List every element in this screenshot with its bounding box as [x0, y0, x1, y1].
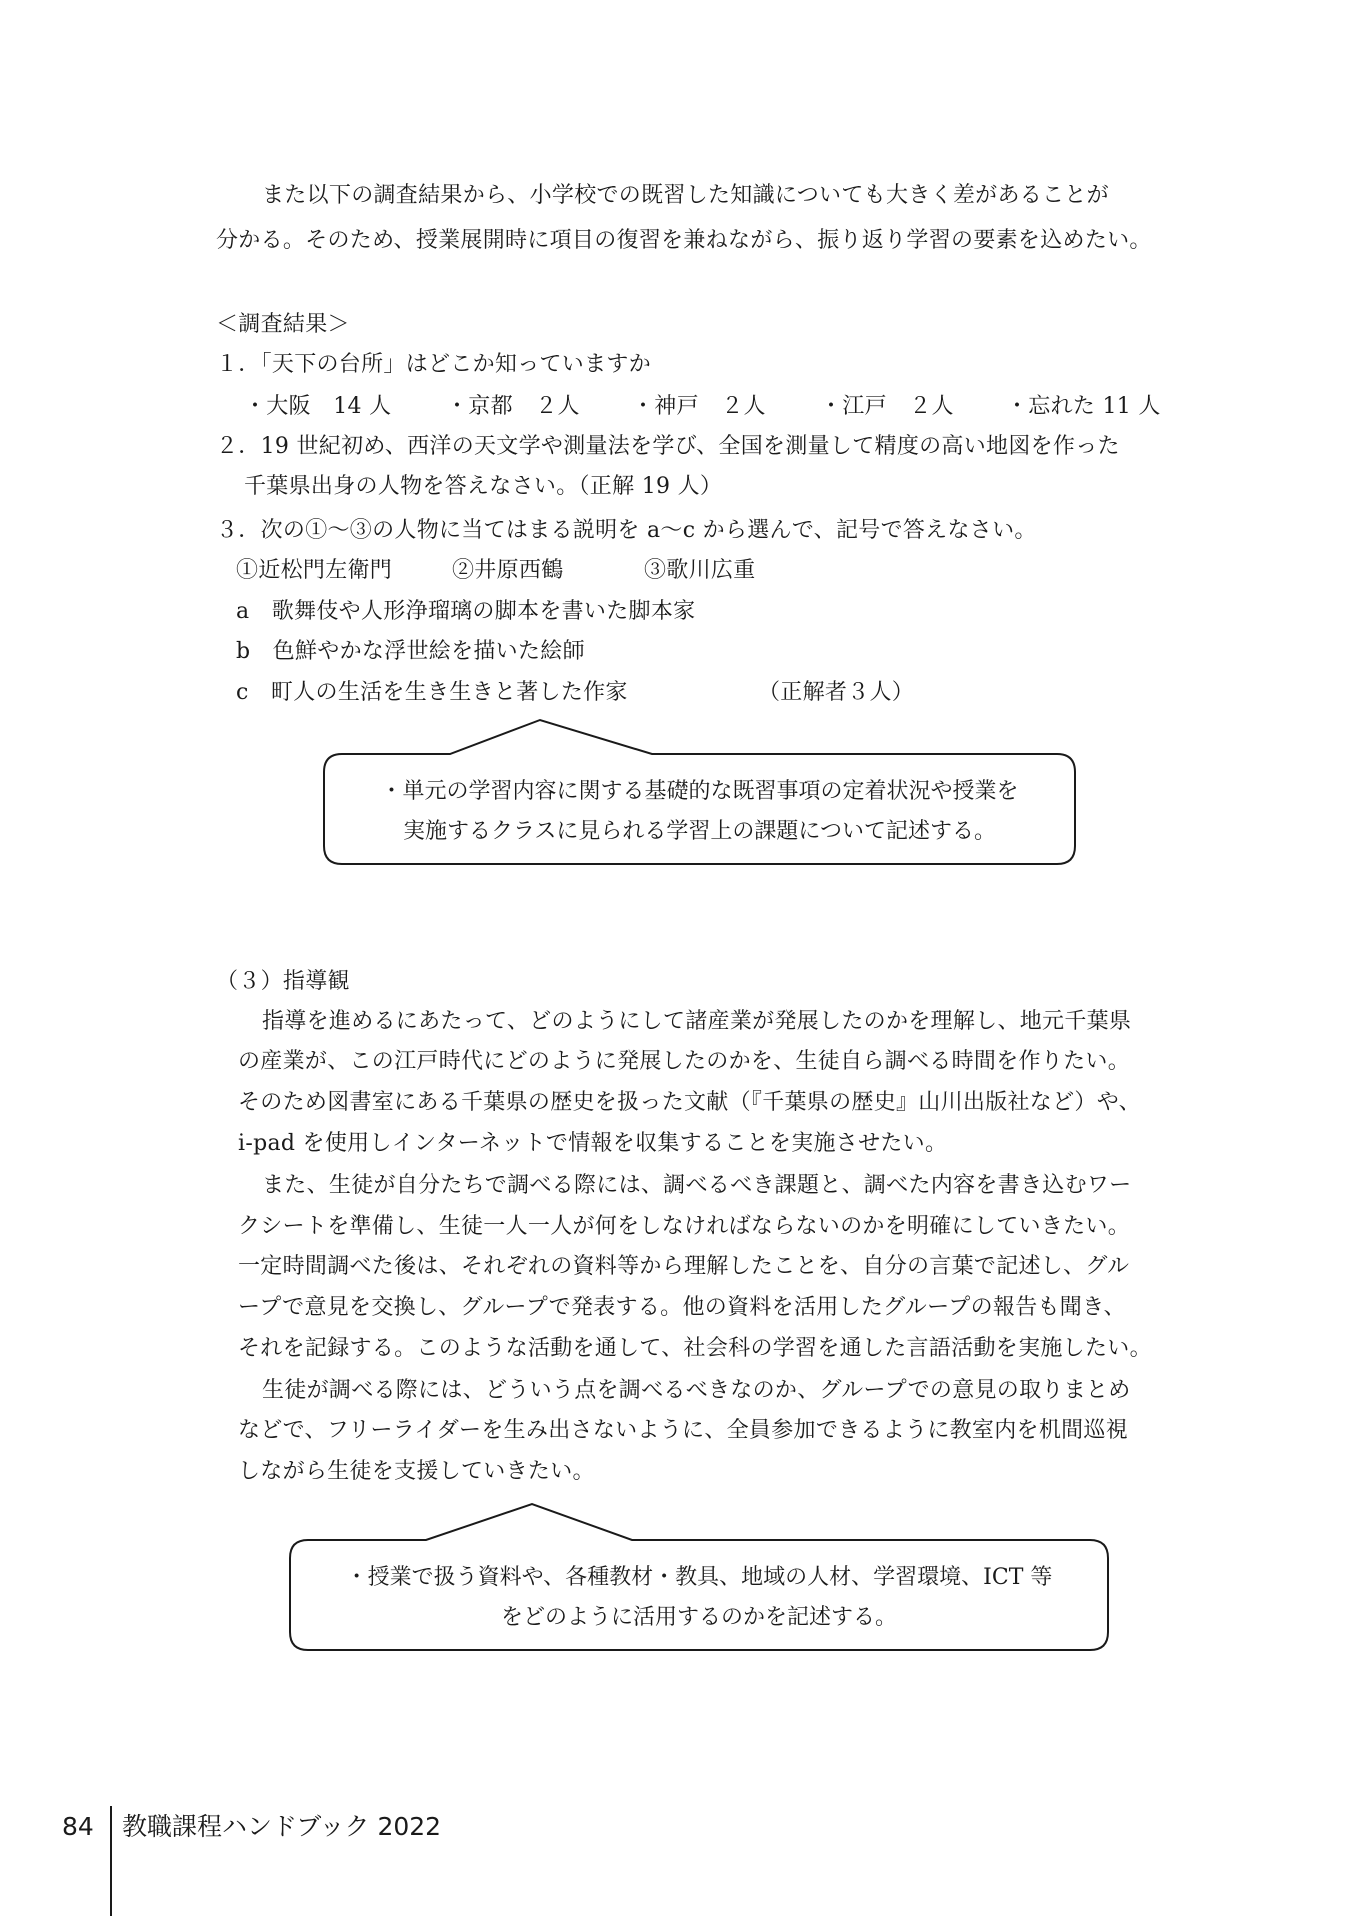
- q1-answer-kobe: ・神戸 ２人: [632, 394, 766, 419]
- q3-option-c: c 町人の生活を生き生きと著した作家: [236, 680, 628, 705]
- guidance-line: そのため図書室にある千葉県の歴史を扱った文献（『千葉県の歴史』山川出版社など）や、: [238, 1090, 1141, 1115]
- intro-line-2: 分かる。そのため、授業展開時に項目の復習を兼ねながら、振り返り学習の要素を込めたい。: [216, 228, 1152, 253]
- survey-question-2-line-2: 千葉県出身の人物を答えなさい。（正解 19 人）: [244, 474, 723, 499]
- q1-answer-kyoto: ・京都 ２人: [446, 394, 580, 419]
- callout-1-line-1: ・単元の学習内容に関する基礎的な既習事項の定着状況や授業を: [380, 779, 1019, 804]
- survey-question-1: １．「天下の台所」はどこか知っていますか: [216, 352, 652, 377]
- intro-line-1: また以下の調査結果から、小学校での既習した知識についても大きく差があることが: [262, 183, 1109, 208]
- footer-title: 教職課程ハンドブック 2022: [122, 1812, 442, 1841]
- survey-question-3: ３．次の①～③の人物に当てはまる説明を a～c から選んで、記号で答えなさい。: [216, 518, 1037, 543]
- callout-1-line-2: 実施するクラスに見られる学習上の課題について記述する。: [403, 819, 996, 844]
- guidance-line: それを記録する。このような活動を通して、社会科の学習を通した言語活動を実施したい。: [238, 1336, 1152, 1361]
- guidance-line: などで、フリーライダーを生み出さないように、全員参加できるように教室内を机間巡視: [238, 1418, 1129, 1443]
- survey-question-2-line-1: ２．19 世紀初め、西洋の天文学や測量法を学び、全国を測量して精度の高い地図を作った: [216, 434, 1120, 459]
- q3-option-a: a 歌舞伎や人形浄瑠璃の脚本を書いた脚本家: [236, 599, 696, 624]
- guidance-heading: （３）指導観: [216, 969, 350, 994]
- guidance-line: また、生徒が自分たちで調べる際には、調べるべき課題と、調べた内容を書き込むワー: [262, 1173, 1132, 1198]
- callout-2-line-1: ・授業で扱う資料や、各種教材・教具、地域の人材、学習環境、ICT 等: [345, 1565, 1053, 1590]
- q3-correct-count: （正解者３人）: [758, 680, 915, 705]
- callout-box-2: [288, 1502, 1110, 1654]
- q3-person-1: ①近松門左衛門: [236, 558, 393, 583]
- guidance-line: i-pad を使用しインターネットで情報を収集することを実施させたい。: [238, 1131, 948, 1156]
- q3-person-2: ②井原西鶴: [452, 558, 564, 583]
- q1-answer-edo: ・江戸 ２人: [820, 394, 954, 419]
- callout-2-line-2: をどのように活用するのかを記述する。: [500, 1605, 897, 1630]
- guidance-line: 一定時間調べた後は、それぞれの資料等から理解したことを、自分の言葉で記述し、グル: [238, 1254, 1130, 1279]
- guidance-line: ープで意見を交換し、グループで発表する。他の資料を活用したグループの報告も聞き、: [238, 1295, 1126, 1320]
- page-number: 84: [62, 1812, 94, 1841]
- guidance-line: 指導を進めるにあたって、どのようにして諸産業が発展したのかを理解し、地元千葉県: [262, 1009, 1132, 1034]
- footer-divider: [110, 1806, 112, 1916]
- guidance-line: クシートを準備し、生徒一人一人が何をしなければならないのかを明確にしていきたい。: [238, 1214, 1131, 1239]
- q3-person-3: ③歌川広重: [644, 558, 756, 583]
- callout-box-1: [322, 718, 1077, 868]
- survey-heading: ＜調査結果＞: [216, 312, 350, 337]
- guidance-line: の産業が、この江戸時代にどのように発展したのかを、生徒自ら調べる時間を作りたい。: [238, 1049, 1131, 1074]
- q3-option-b: b 色鮮やかな浮世絵を描いた絵師: [236, 639, 585, 664]
- q1-answer-forgot: ・忘れた 11 人: [1006, 394, 1161, 419]
- guidance-line: しながら生徒を支援していきたい。: [238, 1459, 595, 1484]
- q1-answer-osaka: ・大阪 14 人: [244, 394, 392, 419]
- guidance-line: 生徒が調べる際には、どういう点を調べるべきなのか、グループでの意見の取りまとめ: [262, 1378, 1131, 1403]
